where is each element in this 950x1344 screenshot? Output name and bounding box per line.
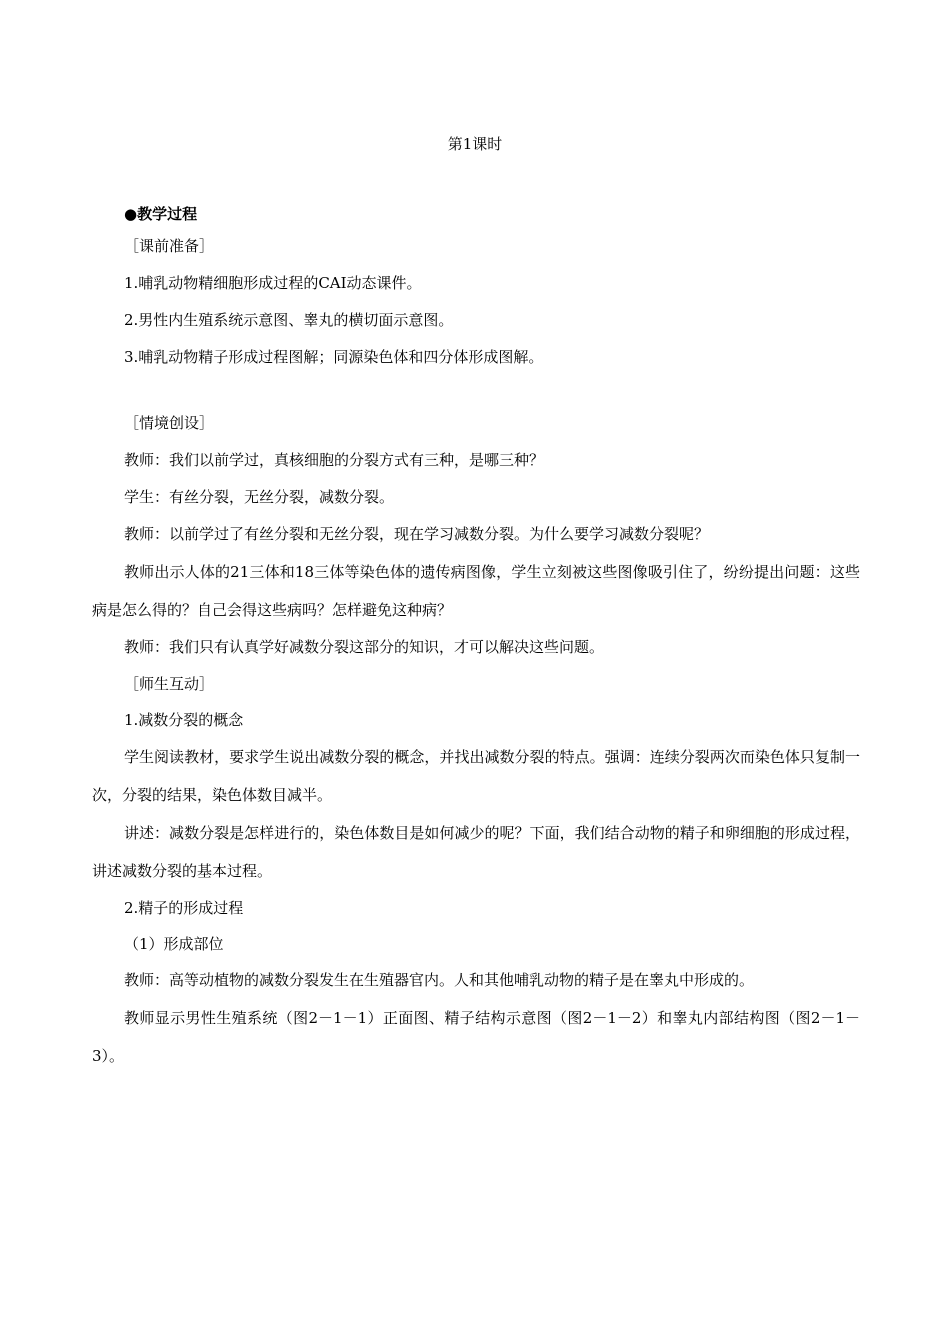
lesson-title: 第1课时	[447, 135, 503, 153]
paragraph: 教师：高等动植物的减数分裂发生在生殖器官内。人和其他哺乳动物的精子是在睾丸中形成的。	[124, 971, 755, 989]
document-body	[92, 200, 860, 1075]
paragraph: ［情境创设］	[124, 414, 215, 432]
paragraph: 2.精子的形成过程	[124, 899, 244, 917]
paragraph: ［师生互动］	[124, 675, 215, 693]
paragraph: 教师：以前学过了有丝分裂和无丝分裂，现在学习减数分裂。为什么要学习减数分裂呢？	[124, 525, 710, 543]
paragraph: 教师出示人体的21三体和18三体等染色体的遗传病图像，学生立刻被这些图像吸引住了，纷纷提出问题：这些病是怎么得的？自己会得这些病吗？怎样避免这种病？	[92, 563, 860, 619]
paragraph: 教师：我们以前学过，真核细胞的分裂方式有三种，是哪三种？	[124, 451, 545, 469]
blank-line	[92, 376, 860, 405]
paragraph: 1.减数分裂的概念	[124, 711, 244, 729]
paragraph: ［课前准备］	[124, 237, 215, 255]
paragraph: 1.哺乳动物精细胞形成过程的CAI动态课件。	[124, 274, 422, 292]
paragraph: 教师：我们只有认真学好减数分裂这部分的知识，才可以解决这些问题。	[124, 638, 605, 656]
section-heading: ●教学过程	[124, 205, 198, 223]
paragraph: 学生：有丝分裂，无丝分裂，减数分裂。	[124, 488, 395, 506]
paragraph: 讲述：减数分裂是怎样进行的，染色体数目是如何减少的呢？下面，我们结合动物的精子和卵细胞的形成过程，讲述减数分裂的基本过程。	[92, 824, 860, 880]
paragraph: 3.哺乳动物精子形成过程图解；同源染色体和四分体形成图解。	[124, 348, 544, 366]
paragraph: 教师显示男性生殖系统（图2－1－1）正面图、精子结构示意图（图2－1－2）和睾丸内部结构图（图2－1－3）。	[92, 1009, 860, 1065]
paragraph: 2.男性内生殖系统示意图、睾丸的横切面示意图。	[124, 311, 454, 329]
paragraph: （1）形成部位	[124, 935, 224, 953]
paragraph: 学生阅读教材，要求学生说出减数分裂的概念，并找出减数分裂的特点。强调：连续分裂两次而染色体只复制一次，分裂的结果，染色体数目减半。	[92, 748, 860, 804]
